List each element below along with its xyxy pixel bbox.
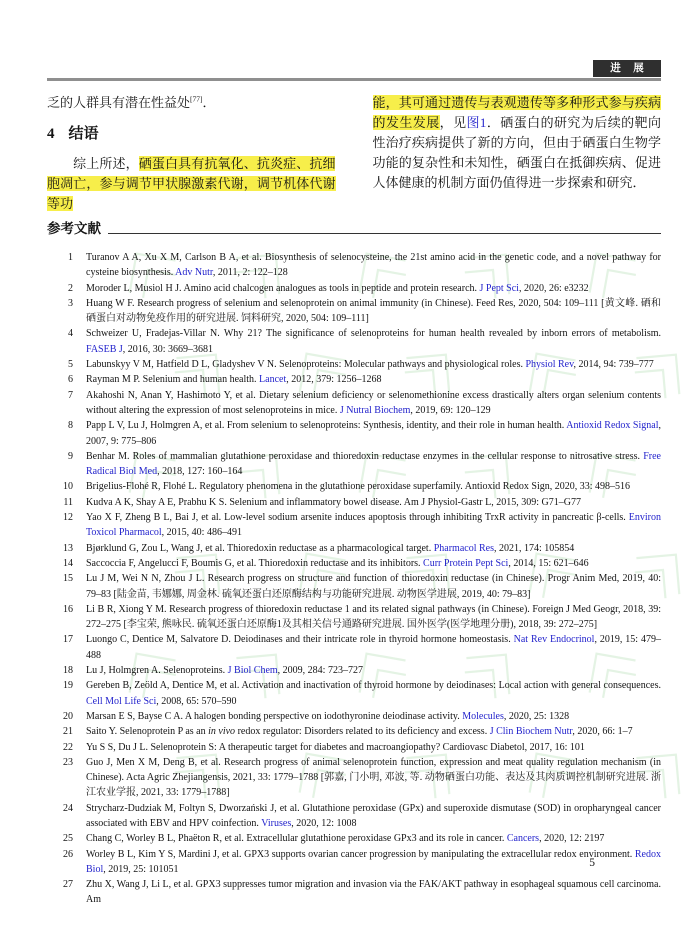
reference-item (47, 602, 661, 633)
section-badge: 进 展 (593, 60, 661, 77)
reference-number: 21 (63, 726, 73, 738)
carryover-text: 乏的人群具有潜在性益处 (47, 95, 191, 110)
intro-right-column (373, 93, 662, 214)
reference-text (86, 801, 661, 832)
reference-number: 17 (63, 634, 73, 646)
reference-segment: Marsan E S, Bayse C A. A halogen bonding perspective on iodothyronine deiodinase activity. (86, 710, 463, 722)
reference-text (86, 357, 661, 372)
journal-link[interactable]: Cell Mol Life Sci (86, 695, 157, 707)
reference-segment: Lu J, Holmgren A. Selenoproteins. (86, 665, 228, 677)
reference-segment: , 2020, 26: e3232 (518, 282, 589, 294)
reference-number: 23 (63, 756, 73, 768)
reference-text (86, 632, 661, 663)
journal-link[interactable]: FASEB J (86, 343, 123, 355)
reference-item (47, 541, 661, 556)
highlighted-text: 硒蛋白具有抗氧化、抗炎症、抗细胞凋亡，参与调节甲状腺激素代谢，调节机体代谢等功 (47, 156, 336, 211)
reference-text (86, 388, 661, 419)
reference-text (86, 449, 661, 480)
header-rule (47, 78, 661, 81)
reference-text (86, 479, 661, 494)
journal-link[interactable]: Molecules (462, 710, 504, 722)
reference-item (47, 755, 661, 801)
journal-link[interactable]: Redox Biol (86, 848, 661, 875)
reference-item (47, 326, 661, 357)
reference-segment: , 2021, 174: 105854 (493, 542, 575, 554)
reference-item (47, 801, 661, 832)
reference-segment: Kudva A K, Shay A E, Prabhu K S. Selenium and inflammatory bowel disease. Am J Physiol-Gastr L, 2015, 309: G71–G77 (86, 496, 581, 508)
references-rule (108, 233, 661, 234)
reference-text (86, 326, 661, 357)
reference-item (47, 250, 661, 281)
reference-number: 25 (63, 833, 73, 845)
reference-segment: redox regulator: Disorders related to its deficiency and excess. (235, 726, 490, 738)
reference-item (47, 510, 661, 541)
reference-segment: , 2007, 9: 775–806 (86, 420, 661, 447)
reference-text (86, 831, 661, 846)
reference-number: 4 (68, 328, 73, 340)
reference-text (86, 510, 661, 541)
journal-link[interactable]: J Nutral Biochem (339, 404, 411, 416)
reference-segment: Gereben B, Zeöld A, Dentice M, et al. Activation and inactivation of thyroid hormone by deiodinases: Local action with general consequences. (86, 680, 661, 692)
journal-link[interactable]: Adv Nutr (175, 267, 213, 279)
reference-text (86, 556, 661, 571)
reference-segment: Turanov A A, Xu X M, Carlson B A, et al. Biosynthesis of selenocysteine, the 21st amino acid in the genetic code, and a novel pathway for cysteine biosynthesis. (86, 252, 661, 279)
reference-item (47, 831, 661, 846)
highlighted-text: 能，其可通过遗传与表观遗传等多种形式参与疾病的发生发展 (372, 95, 661, 130)
references-section (47, 220, 661, 908)
reference-text (86, 372, 661, 387)
reference-segment: , 2012, 379: 1256–1268 (286, 374, 382, 386)
reference-text (86, 847, 661, 878)
reference-number: 2 (68, 282, 73, 294)
reference-text (86, 602, 661, 633)
reference-item (47, 296, 661, 327)
reference-segment: Benhar M. Roles of mammalian glutathione peroxidase and thioredoxin reductase enzymes in the cellular response to nitrosative stress. (86, 450, 644, 462)
reference-number: 19 (63, 680, 73, 692)
reference-number: 12 (63, 512, 73, 524)
reference-segment: Strycharz-Dudziak M, Foltyn S, Dworzański J, et al. Glutathione peroxidase (GPx) and superoxide dismutase (SOD) in oropharyngeal cancer associated with EBV and HPV coinfection. (86, 802, 661, 829)
reference-number: 20 (63, 710, 73, 722)
reference-segment: Rayman M P. Selenium and human health. (86, 374, 260, 386)
journal-link[interactable]: Free Radical Biol Med (86, 450, 661, 478)
reference-text (86, 740, 661, 755)
journal-link[interactable]: Lancet (259, 374, 287, 386)
reference-segment: Worley B L, Kim Y S, Mardini J, et al. GPX3 supports ovarian cancer progression by manipulating the extracellular redox environment. (86, 848, 635, 860)
reference-item (47, 709, 661, 724)
reference-segment: Lu J M, Wei N N, Zhou J L. Research progress on structure and function of thioredoxin reductase (in Chinese). Progr Anim Med, 2019, 40: 79–83 [陆金苗, 韦娜娜, 周金林. 硫氧还蛋白还原酶结构与功能研究进展. 动物医学进展, 2019, 40: 79–83] (86, 573, 661, 600)
reference-text (86, 877, 661, 908)
section-heading-number: 4 (47, 126, 55, 142)
reference-segment: Huang W F. Research progress of selenium and selenoprotein on animal immunity (in Chinese). Feed Res, 2020, 504: 109–111 [黄文峰. 硒和硒蛋白对动物免疫作用的研究进展. 饲料研究, 2020, 504: 109–111] (86, 297, 661, 325)
intro-left-column (47, 93, 336, 214)
italic-text: in vivo (208, 726, 236, 738)
section-heading (47, 123, 336, 145)
reference-item (47, 632, 661, 663)
reference-segment: , 2020, 25: 1328 (503, 710, 570, 722)
journal-link[interactable]: Cancers (506, 833, 540, 845)
citation-superscript: [77] (190, 94, 203, 104)
reference-number: 24 (63, 802, 73, 814)
reference-segment: Zhu X, Wang J, Li L, et al. GPX3 suppresses tumor migration and invasion via the FAK/AKT pathway in esophageal squamous cell carcinoma. Am (86, 879, 661, 906)
reference-item (47, 663, 661, 678)
reference-number: 13 (63, 542, 73, 554)
reference-number: 26 (63, 848, 73, 860)
reference-segment: , 2014, 15: 621–646 (508, 557, 589, 569)
reference-text (86, 571, 661, 602)
reference-segment: Brigelius-Flohé R, Flohé L. Regulatory phenomena in the glutathione peroxidase superfamily. Antioxid Redox Sign, 2020, 33: 498–516 (86, 481, 631, 493)
reference-number: 9 (68, 450, 73, 462)
reference-item (47, 847, 661, 878)
references-heading: 参考文献 (47, 221, 101, 236)
reference-item (47, 418, 661, 449)
paragraph-lead: 综上所述， (73, 156, 139, 171)
reference-text (86, 296, 661, 327)
reference-segment: , 2015, 40: 486–491 (161, 527, 242, 539)
page-number: 5 (589, 857, 595, 869)
reference-number: 10 (63, 481, 73, 493)
reference-number: 14 (63, 557, 73, 569)
reference-segment: Labunskyy V M, Hatfield D L, Gladyshev V N. Selenoproteins: Molecular pathways and physiological roles. (86, 359, 526, 371)
reference-segment: , 2019, 15: 479–488 (86, 634, 661, 661)
reference-item (47, 724, 661, 739)
reference-item (47, 449, 661, 480)
journal-link[interactable]: J Clin Biochem Nutr (489, 726, 573, 738)
reference-item (47, 571, 661, 602)
reference-item (47, 372, 661, 387)
reference-item (47, 281, 661, 296)
reference-segment: Li B R, Xiong Y M. Research progress of thioredoxin reductase 1 and its related signal pathways (in Chinese). Foreign J Med Geogr, 2018, 39: 272–275 [李宝荣, 熊咏民. 硫氧还蛋白还原酶1及其相关信号通路研究进展. 国外医学(医学地理分册), 2018, 39: 272–275] (86, 603, 661, 631)
reference-number: 6 (68, 374, 73, 386)
conclusion-paragraph-right (373, 93, 662, 193)
reference-segment: Bjørklund G, Zou L, Wang J, et al. Thioredoxin reductase as a pharmacological target. (86, 542, 434, 554)
reference-segment: Saccoccia F, Angelucci F, Boumis G, et al. Thioredoxin reductase and its inhibitors. (86, 557, 424, 569)
reference-segment: , 2019, 69: 120–129 (410, 404, 491, 416)
reference-segment: , 2009, 284: 723–727 (277, 665, 363, 677)
reference-number: 1 (68, 252, 73, 263)
reference-text (86, 541, 661, 556)
reference-segment: , 2011, 2: 122–128 (212, 267, 288, 279)
reference-segment: Moroder L, Musiol H J. Amino acid chalcogen analogues as tools in peptide and protein research. (86, 282, 480, 294)
plain-text: ，见 (439, 115, 467, 130)
journal-link[interactable]: J Pept Sci (479, 282, 519, 294)
reference-segment: Guo J, Men X M, Deng B, et al. Research progress of animal selenoprotein function, expression and meat quality regulation mechanism (in Chinese). Acta Agric Zhejiangensis, 2021, 33: 1779–1788 [郭嘉, 门小明, 邓波, 等. 动物硒蛋白功能、表达及其肉质调控机制研究进展. 浙江农业学报, 2021, 33: 1779–1788] (86, 756, 661, 799)
reference-text (86, 418, 661, 449)
reference-segment: Luongo C, Dentice M, Salvatore D. Deiodinases and their intricate role in thyroid hormone homeostasis. (86, 634, 514, 646)
conclusion-section (47, 93, 661, 214)
journal-link[interactable]: Nat Rev Endocrinol (513, 634, 595, 646)
carryover-paragraph (47, 93, 336, 113)
reference-segment: , 2019, 25: 101051 (103, 863, 179, 875)
reference-text (86, 755, 661, 801)
reference-segment: Akahoshi N, Anan Y, Hashimoto Y, et al. Dietary selenium deficiency or selenomethionine excess drastically alters organ selenium contents without altering the expression of most selenoproteins in mice. (86, 389, 661, 416)
reference-segment: Chang C, Worley B L, Phaëton R, et al. Extracellular glutathione peroxidase GPx3 and its role in cancer. (86, 833, 507, 845)
section-heading-title: 结语 (68, 126, 99, 142)
reference-item (47, 556, 661, 571)
reference-number: 27 (63, 879, 73, 891)
journal-link[interactable]: Curr Protein Pept Sci (423, 557, 509, 569)
reference-segment: , 2020, 66: 1–7 (572, 726, 633, 738)
reference-segment: , 2008, 65: 570–590 (156, 695, 237, 707)
reference-item (47, 495, 661, 510)
reference-number: 15 (63, 573, 73, 585)
reference-item (47, 678, 661, 709)
reference-number: 16 (63, 603, 73, 615)
reference-text (86, 663, 661, 678)
plain-text: ．硒蛋白的研究为后续的靶向性治疗疾病提供了新的方向，但由于硒蛋白生物学功能的复杂性和未知性，硒蛋白在抵御疾病、促进人体健康的机制方面仍值得进一步探索和研究． (372, 115, 661, 190)
references-header (47, 220, 661, 237)
reference-number: 18 (63, 665, 73, 677)
reference-number: 5 (68, 359, 73, 371)
reference-number: 11 (63, 496, 73, 508)
reference-segment: , 2016, 30: 3669–3681 (122, 343, 214, 355)
figure-link[interactable]: 图1 (466, 115, 487, 130)
reference-item (47, 479, 661, 494)
journal-link[interactable]: Pharmacol Res (433, 542, 494, 554)
reference-text (86, 281, 661, 296)
reference-text (86, 678, 661, 709)
reference-segment: , 2020, 12: 1008 (291, 817, 357, 829)
journal-link[interactable]: Environ Toxicol Pharmacol (86, 512, 661, 539)
carryover-end: ． (202, 95, 216, 110)
reference-segment: , 2014, 94: 739–777 (573, 359, 654, 371)
reference-segment: Yao X F, Zheng B L, Bai J, et al. Low-level sodium arsenite induces apoptosis through inhibiting TrxR activity in pancreatic β-cells. (86, 512, 629, 524)
reference-text (86, 250, 661, 281)
reference-segment: Saito Y. Selenoprotein P as an (86, 726, 209, 738)
reference-text (86, 709, 661, 724)
reference-segment: Schweizer U, Fradejas-Villar N. Why 21? The significance of selenoproteins for human health revealed by inborn errors of metabolism. (86, 328, 661, 340)
reference-number: 3 (68, 297, 73, 309)
journal-link[interactable]: J Biol Chem (227, 665, 278, 677)
reference-item (47, 357, 661, 372)
journal-link[interactable]: Viruses (261, 817, 292, 829)
reference-text (86, 724, 661, 739)
reference-number: 7 (68, 389, 73, 401)
reference-list (47, 250, 661, 908)
reference-item (47, 740, 661, 755)
conclusion-paragraph-left (47, 154, 336, 214)
reference-segment: , 2018, 127: 160–164 (157, 466, 243, 478)
journal-link[interactable]: Antioxid Redox Signal (566, 420, 659, 432)
journal-link[interactable]: Physiol Rev (525, 359, 574, 371)
reference-segment: Yu S S, Du J L. Selenoprotein S: A therapeutic target for diabetes and macroangiopathy? Cardiovasc Diabetol, 2017, 16: 101 (86, 741, 585, 753)
reference-item (47, 877, 661, 908)
reference-number: 8 (68, 420, 73, 432)
reference-text (86, 495, 661, 510)
reference-segment: , 2020, 12: 2197 (539, 833, 605, 845)
reference-item (47, 388, 661, 419)
reference-segment: Papp L V, Lu J, Holmgren A, et al. From selenium to selenoproteins: Synthesis, identity, and their role in human health. (86, 420, 567, 432)
reference-number: 22 (63, 741, 73, 753)
